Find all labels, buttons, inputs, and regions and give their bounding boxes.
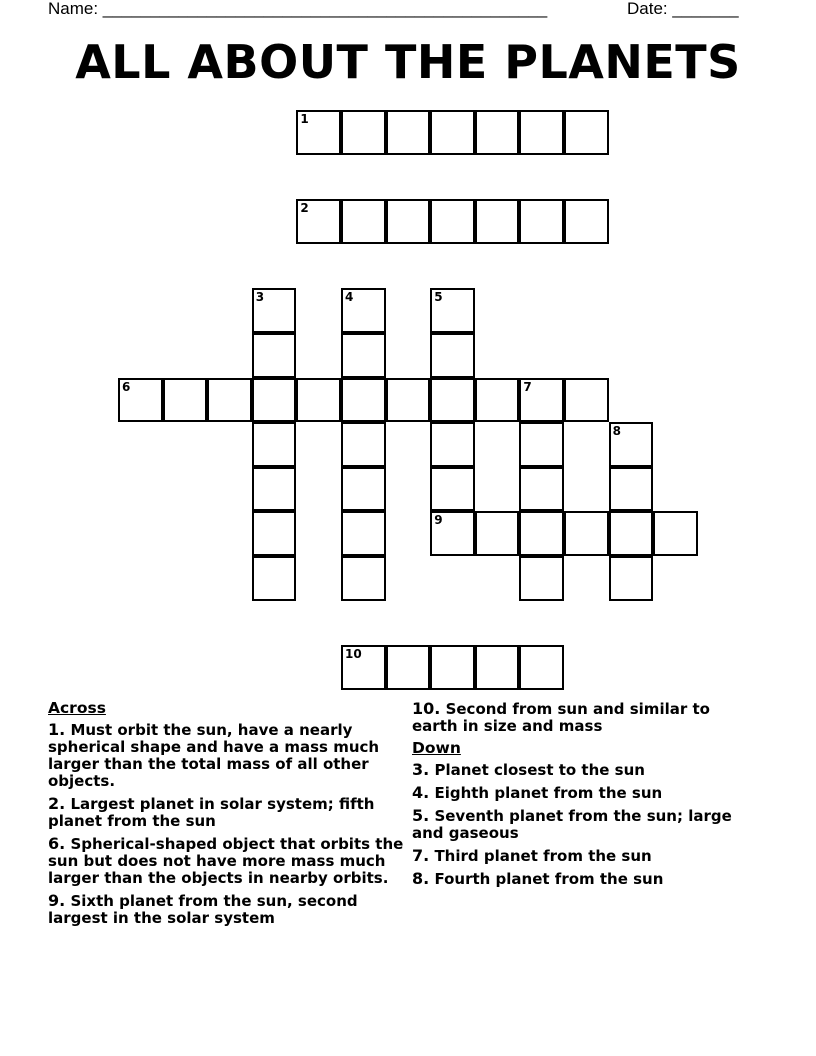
grid-cell[interactable]: [430, 288, 475, 333]
grid-cell[interactable]: [341, 645, 386, 690]
clue-number: 2.: [48, 794, 66, 813]
grid-cell[interactable]: [207, 378, 252, 423]
cell-number: 10: [345, 647, 362, 662]
grid-cell[interactable]: [341, 556, 386, 601]
grid-cell[interactable]: [519, 511, 564, 556]
clue-across-6: [48, 835, 408, 887]
grid-cell[interactable]: [341, 422, 386, 467]
grid-cell[interactable]: [163, 378, 208, 423]
grid-cell[interactable]: [519, 645, 564, 690]
cell-number: 7: [523, 379, 532, 394]
clue-number: 8.: [412, 869, 430, 888]
cell-number: 5: [434, 290, 443, 305]
clue-text: Spherical-shaped object that orbits the sun but does not have more mass much larger than the objects in nearby orbits.: [48, 835, 404, 887]
grid-cell[interactable]: [252, 467, 297, 512]
clue-down-5: [412, 807, 752, 842]
grid-cell[interactable]: [341, 110, 386, 155]
clue-text: Largest planet in solar system; fifth planet from the sun: [48, 795, 375, 830]
grid-cell[interactable]: [609, 556, 654, 601]
cell-number: 4: [345, 290, 354, 305]
grid-cell[interactable]: [475, 378, 520, 423]
clue-text: Sixth planet from the sun, second largest in the solar system: [48, 892, 358, 927]
grid-cell[interactable]: [341, 511, 386, 556]
clue-down-8: [412, 870, 752, 888]
cell-number: 9: [434, 513, 443, 528]
page-title: ALL ABOUT THE PLANETS: [75, 35, 741, 89]
grid-cell[interactable]: [341, 288, 386, 333]
grid-cell[interactable]: [564, 199, 609, 244]
grid-cell[interactable]: [296, 199, 341, 244]
clue-number: 10.: [412, 699, 441, 718]
clue-text: Fourth planet from the sun: [434, 870, 664, 888]
grid-cell[interactable]: [475, 645, 520, 690]
grid-cell[interactable]: [653, 511, 698, 556]
grid-cell[interactable]: [252, 378, 297, 423]
grid-cell[interactable]: [519, 467, 564, 512]
grid-cell[interactable]: [430, 467, 475, 512]
clue-down-3: [412, 761, 752, 779]
grid-cell[interactable]: [519, 556, 564, 601]
clue-number: 6.: [48, 834, 66, 853]
clue-text: Third planet from the sun: [434, 847, 652, 865]
grid-cell[interactable]: [430, 333, 475, 378]
grid-cell[interactable]: [386, 110, 431, 155]
grid-cell[interactable]: [564, 511, 609, 556]
clue-text: Eighth planet from the sun: [434, 784, 663, 802]
grid-cell[interactable]: [519, 110, 564, 155]
across-heading: Across: [48, 699, 106, 717]
grid-cell[interactable]: [564, 378, 609, 423]
clue-down-7: [412, 847, 752, 865]
grid-cell[interactable]: [475, 199, 520, 244]
clue-text: Planet closest to the sun: [434, 761, 645, 779]
clues-right-column: [412, 700, 752, 893]
grid-cell[interactable]: [341, 333, 386, 378]
grid-cell[interactable]: [430, 199, 475, 244]
clue-across-1: [48, 721, 408, 790]
clue-text: Seventh planet from the sun; large and gaseous: [412, 807, 732, 842]
clue-down-4: [412, 784, 752, 802]
clue-number: 1.: [48, 720, 66, 739]
clue-text: Must orbit the sun, have a nearly spherical shape and have a mass much larger than the total mass of all other objects.: [48, 721, 380, 790]
grid-cell[interactable]: [609, 511, 654, 556]
clue-across-10: [412, 700, 752, 735]
grid-cell[interactable]: [609, 467, 654, 512]
grid-cell[interactable]: [475, 511, 520, 556]
clue-number: 4.: [412, 783, 430, 802]
clue-text: Second from sun and similar to earth in size and mass: [412, 700, 710, 735]
grid-cell[interactable]: [341, 199, 386, 244]
clue-number: 3.: [412, 760, 430, 779]
grid-cell[interactable]: [252, 288, 297, 333]
grid-cell[interactable]: [609, 422, 654, 467]
grid-cell[interactable]: [430, 511, 475, 556]
grid-cell[interactable]: [252, 333, 297, 378]
grid-cell[interactable]: [386, 645, 431, 690]
grid-cell[interactable]: [252, 556, 297, 601]
grid-cell[interactable]: [519, 422, 564, 467]
grid-cell[interactable]: [519, 378, 564, 423]
cell-number: 6: [122, 379, 131, 394]
grid-cell[interactable]: [386, 378, 431, 423]
grid-cell[interactable]: [430, 378, 475, 423]
grid-cell[interactable]: [296, 378, 341, 423]
grid-cell[interactable]: [341, 378, 386, 423]
clue-across-2: [48, 795, 408, 830]
grid-cell[interactable]: [341, 467, 386, 512]
date-field[interactable]: Date: _______: [627, 0, 739, 18]
grid-cell[interactable]: [430, 645, 475, 690]
clue-number: 7.: [412, 846, 430, 865]
clue-number: 5.: [412, 806, 430, 825]
cell-number: 8: [612, 424, 621, 439]
grid-cell[interactable]: [296, 110, 341, 155]
grid-cell[interactable]: [519, 199, 564, 244]
grid-cell[interactable]: [564, 110, 609, 155]
grid-cell[interactable]: [475, 110, 520, 155]
cell-number: 1: [300, 112, 309, 126]
name-field[interactable]: Name: _______________________________________________: [48, 0, 548, 18]
grid-cell[interactable]: [252, 422, 297, 467]
down-heading: Down: [412, 739, 461, 757]
grid-cell[interactable]: [118, 378, 163, 423]
grid-cell[interactable]: [430, 110, 475, 155]
grid-cell[interactable]: [430, 422, 475, 467]
cell-number: 2: [300, 201, 309, 216]
grid-cell[interactable]: [386, 199, 431, 244]
clue-across-9: [48, 892, 408, 927]
grid-cell[interactable]: [252, 511, 297, 556]
clues-left-column: [48, 700, 408, 932]
clue-number: 9.: [48, 891, 66, 910]
cell-number: 3: [255, 290, 265, 305]
